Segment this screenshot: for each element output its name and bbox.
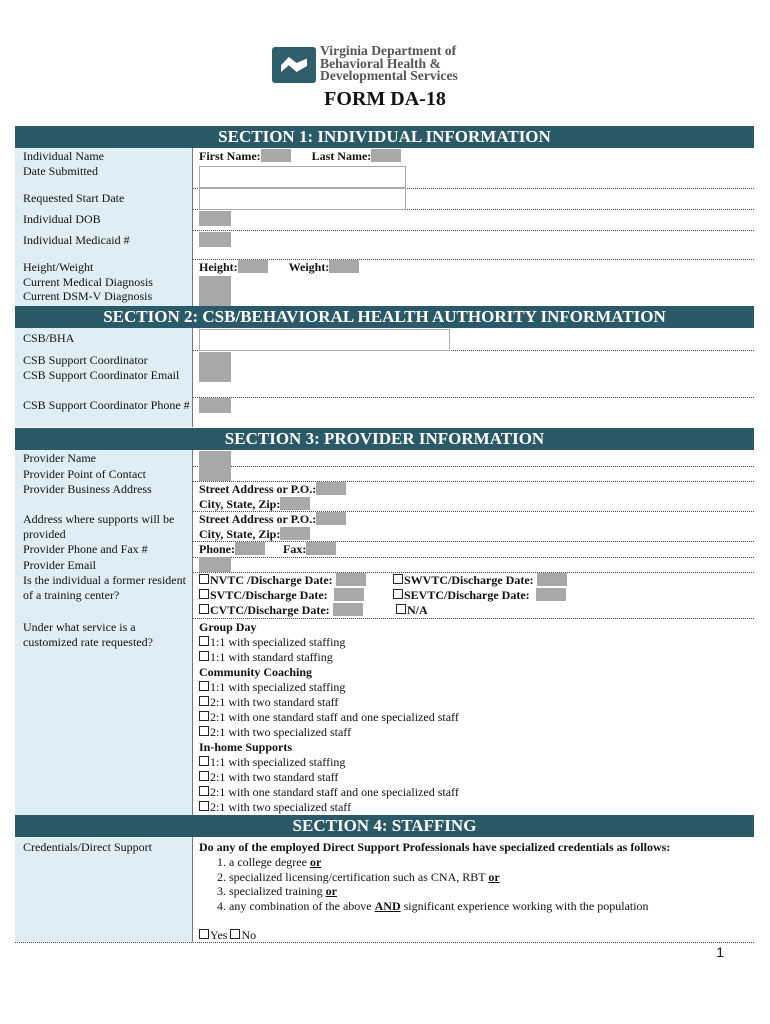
org-line-3: Developmental Services <box>320 68 458 84</box>
business-street-field[interactable] <box>316 482 346 495</box>
medicaid-field[interactable] <box>199 232 231 247</box>
cc1-checkbox[interactable] <box>199 681 209 691</box>
row-service <box>15 618 754 815</box>
coordinator-phone-label: CSB Support Coordinator Phone # <box>15 397 193 427</box>
date-submitted-label: Date Submitted <box>23 163 98 178</box>
ih4-label: 2:1 with two specialized staff <box>210 800 352 814</box>
ih4-checkbox[interactable] <box>199 801 209 811</box>
section-4-header: SECTION 4: STAFFING <box>15 815 754 837</box>
row-dob <box>15 209 754 231</box>
gd2-label: 1:1 with standard staffing <box>210 650 333 664</box>
swvtc-date-field[interactable] <box>537 573 567 586</box>
credentials-label: Credentials/Direct Support <box>15 837 193 942</box>
org-line-2: Behavioral Health & <box>320 55 441 71</box>
date-submitted-field[interactable] <box>199 166 406 188</box>
training-center-label: Is the individual a former resident of a training center? <box>15 572 193 618</box>
nvtc-date-field[interactable] <box>336 573 366 586</box>
cc4-label: 2:1 with two specialized staff <box>210 725 352 739</box>
coordinator-email-field[interactable] <box>199 367 231 382</box>
nvtc-label: NVTC /Discharge Date: <box>210 573 333 587</box>
row-medicaid <box>15 230 754 260</box>
fax-label: Fax: <box>283 542 307 556</box>
section-2-header: SECTION 2: CSB/BEHAVIORAL HEALTH AUTHORITY INFORMATION <box>15 306 754 328</box>
ih1-label: 1:1 with specialized staffing <box>210 755 346 769</box>
cc4-checkbox[interactable] <box>199 726 209 736</box>
row-training-center <box>15 572 754 619</box>
section-1-header: SECTION 1: INDIVIDUAL INFORMATION <box>15 126 754 148</box>
medicaid-label: Individual Medicaid # <box>15 230 193 259</box>
dbhds-logo-icon <box>272 47 316 83</box>
row-csb-bha <box>15 328 754 351</box>
sevtc-checkbox[interactable] <box>393 589 403 599</box>
dsm-dx-field[interactable] <box>199 291 231 306</box>
list-item: 1. a college degree or <box>229 855 750 870</box>
coordinator-phone-field[interactable] <box>199 398 231 413</box>
row-height-weight <box>15 259 754 306</box>
supports-street-field[interactable] <box>316 512 346 525</box>
list-item: 2. specialized licensing/certification such as CNA, RBT or <box>229 870 750 885</box>
supports-address-label: Address where supports will be provided <box>15 511 193 541</box>
community-heading: Community Coaching <box>199 665 313 679</box>
yes-checkbox[interactable] <box>199 929 209 939</box>
row-business-address <box>15 481 754 512</box>
credentials-list <box>199 855 750 914</box>
org-name <box>320 45 458 83</box>
dsm-dx-label: Current DSM-V Diagnosis <box>23 289 153 303</box>
service-question-label: Under what service is a customized rate requested? <box>15 618 193 815</box>
gd2-checkbox[interactable] <box>199 651 209 661</box>
supports-city-label: City, State, Zip: <box>199 527 281 541</box>
gd1-label: 1:1 with specialized staffing <box>210 635 346 649</box>
row-coordinator-phone <box>15 397 754 427</box>
poc-field[interactable] <box>199 466 231 481</box>
svtc-label: SVTC/Discharge Date: <box>210 588 328 602</box>
first-name-label: First Name: <box>199 149 261 163</box>
individual-name-label: Individual Name <box>23 149 104 163</box>
sevtc-date-field[interactable] <box>536 588 566 601</box>
provider-email-field[interactable] <box>199 557 231 572</box>
na-checkbox[interactable] <box>396 604 406 614</box>
row-phone-fax <box>15 541 754 558</box>
fax-field[interactable] <box>306 542 336 555</box>
first-name-field[interactable] <box>261 149 291 162</box>
inhome-heading: In-home Supports <box>199 740 293 754</box>
height-weight-label: Height/Weight <box>23 260 94 274</box>
last-name-label: Last Name: <box>311 149 372 163</box>
provider-email-label: Provider Email <box>15 557 193 572</box>
list-item: 3. specialized training or <box>229 884 750 899</box>
gd1-checkbox[interactable] <box>199 636 209 646</box>
org-line-1: Virginia Department of <box>320 43 457 58</box>
cvtc-checkbox[interactable] <box>199 604 209 614</box>
cvtc-date-field[interactable] <box>333 603 363 616</box>
ih2-checkbox[interactable] <box>199 771 209 781</box>
swvtc-checkbox[interactable] <box>393 574 403 584</box>
form-title: FORM DA-18 <box>324 88 446 110</box>
row-requested-start <box>15 188 754 210</box>
medical-dx-field[interactable] <box>199 276 231 291</box>
coordinator-field[interactable] <box>199 352 231 367</box>
height-label: Height: <box>199 260 238 274</box>
row-credentials <box>15 837 754 943</box>
ih3-label: 2:1 with one standard staff and one specialized staff <box>210 785 459 799</box>
poc-label: Provider Point of Contact <box>15 466 193 481</box>
row-provider-email <box>15 557 754 573</box>
yes-label: Yes <box>210 927 228 942</box>
business-city-field[interactable] <box>280 497 310 510</box>
last-name-field[interactable] <box>371 149 401 162</box>
coordinator-email-label: CSB Support Coordinator Email <box>23 367 180 382</box>
section-3-header: SECTION 3: PROVIDER INFORMATION <box>15 428 754 450</box>
height-field[interactable] <box>238 260 268 273</box>
ih2-label: 2:1 with two standard staff <box>210 770 339 784</box>
requested-start-label: Requested Start Date <box>15 188 193 209</box>
no-label: No <box>241 927 257 942</box>
credentials-question: Do any of the employed Direct Support Professionals have specialized credentials as follows: <box>199 840 671 854</box>
phone-fax-label: Provider Phone and Fax # <box>15 541 193 557</box>
supports-city-field[interactable] <box>280 527 310 540</box>
csb-bha-field[interactable] <box>199 329 450 351</box>
row-provider-name <box>15 450 754 467</box>
na-label: N/A <box>407 603 428 617</box>
cc3-checkbox[interactable] <box>199 711 209 721</box>
dob-label: Individual DOB <box>15 209 193 230</box>
business-city-label: City, State, Zip: <box>199 497 281 511</box>
swvtc-label: SWVTC/Discharge Date: <box>404 573 534 587</box>
dob-field[interactable] <box>199 211 231 226</box>
group-day-heading: Group Day <box>199 620 257 634</box>
cc2-label: 2:1 with two standard staff <box>210 695 339 709</box>
cvtc-label: CVTC/Discharge Date: <box>210 603 330 617</box>
list-item: 4. any combination of the above AND significant experience working with the population <box>229 899 750 914</box>
row-supports-address <box>15 511 754 542</box>
no-checkbox[interactable] <box>230 929 240 939</box>
row-poc <box>15 466 754 482</box>
ih1-checkbox[interactable] <box>199 756 209 766</box>
provider-name-field[interactable] <box>199 451 231 466</box>
phone-label: Phone: <box>199 542 235 556</box>
weight-field[interactable] <box>329 260 359 273</box>
page-number: 1 <box>716 944 724 960</box>
nvtc-checkbox[interactable] <box>199 574 209 584</box>
row-individual-name <box>15 148 754 189</box>
csb-bha-label: CSB/BHA <box>15 328 193 350</box>
provider-name-label: Provider Name <box>15 450 193 466</box>
sevtc-label: SEVTC/Discharge Date: <box>404 588 530 602</box>
ih3-checkbox[interactable] <box>199 786 209 796</box>
supports-street-label: Street Address or P.O.: <box>199 512 317 526</box>
requested-start-field[interactable] <box>199 188 406 210</box>
weight-label: Weight: <box>288 260 330 274</box>
cc2-checkbox[interactable] <box>199 696 209 706</box>
row-coordinator <box>15 350 754 398</box>
medical-dx-label: Current Medical Diagnosis <box>23 274 153 289</box>
business-address-label: Provider Business Address <box>15 481 193 511</box>
business-street-label: Street Address or P.O.: <box>199 482 317 496</box>
cc1-label: 1:1 with specialized staffing <box>210 680 346 694</box>
cc3-label: 2:1 with one standard staff and one specialized staff <box>210 710 459 724</box>
coordinator-label: CSB Support Coordinator <box>23 353 148 367</box>
svtc-date-field[interactable] <box>334 588 364 601</box>
svtc-checkbox[interactable] <box>199 589 209 599</box>
phone-field[interactable] <box>235 542 265 555</box>
